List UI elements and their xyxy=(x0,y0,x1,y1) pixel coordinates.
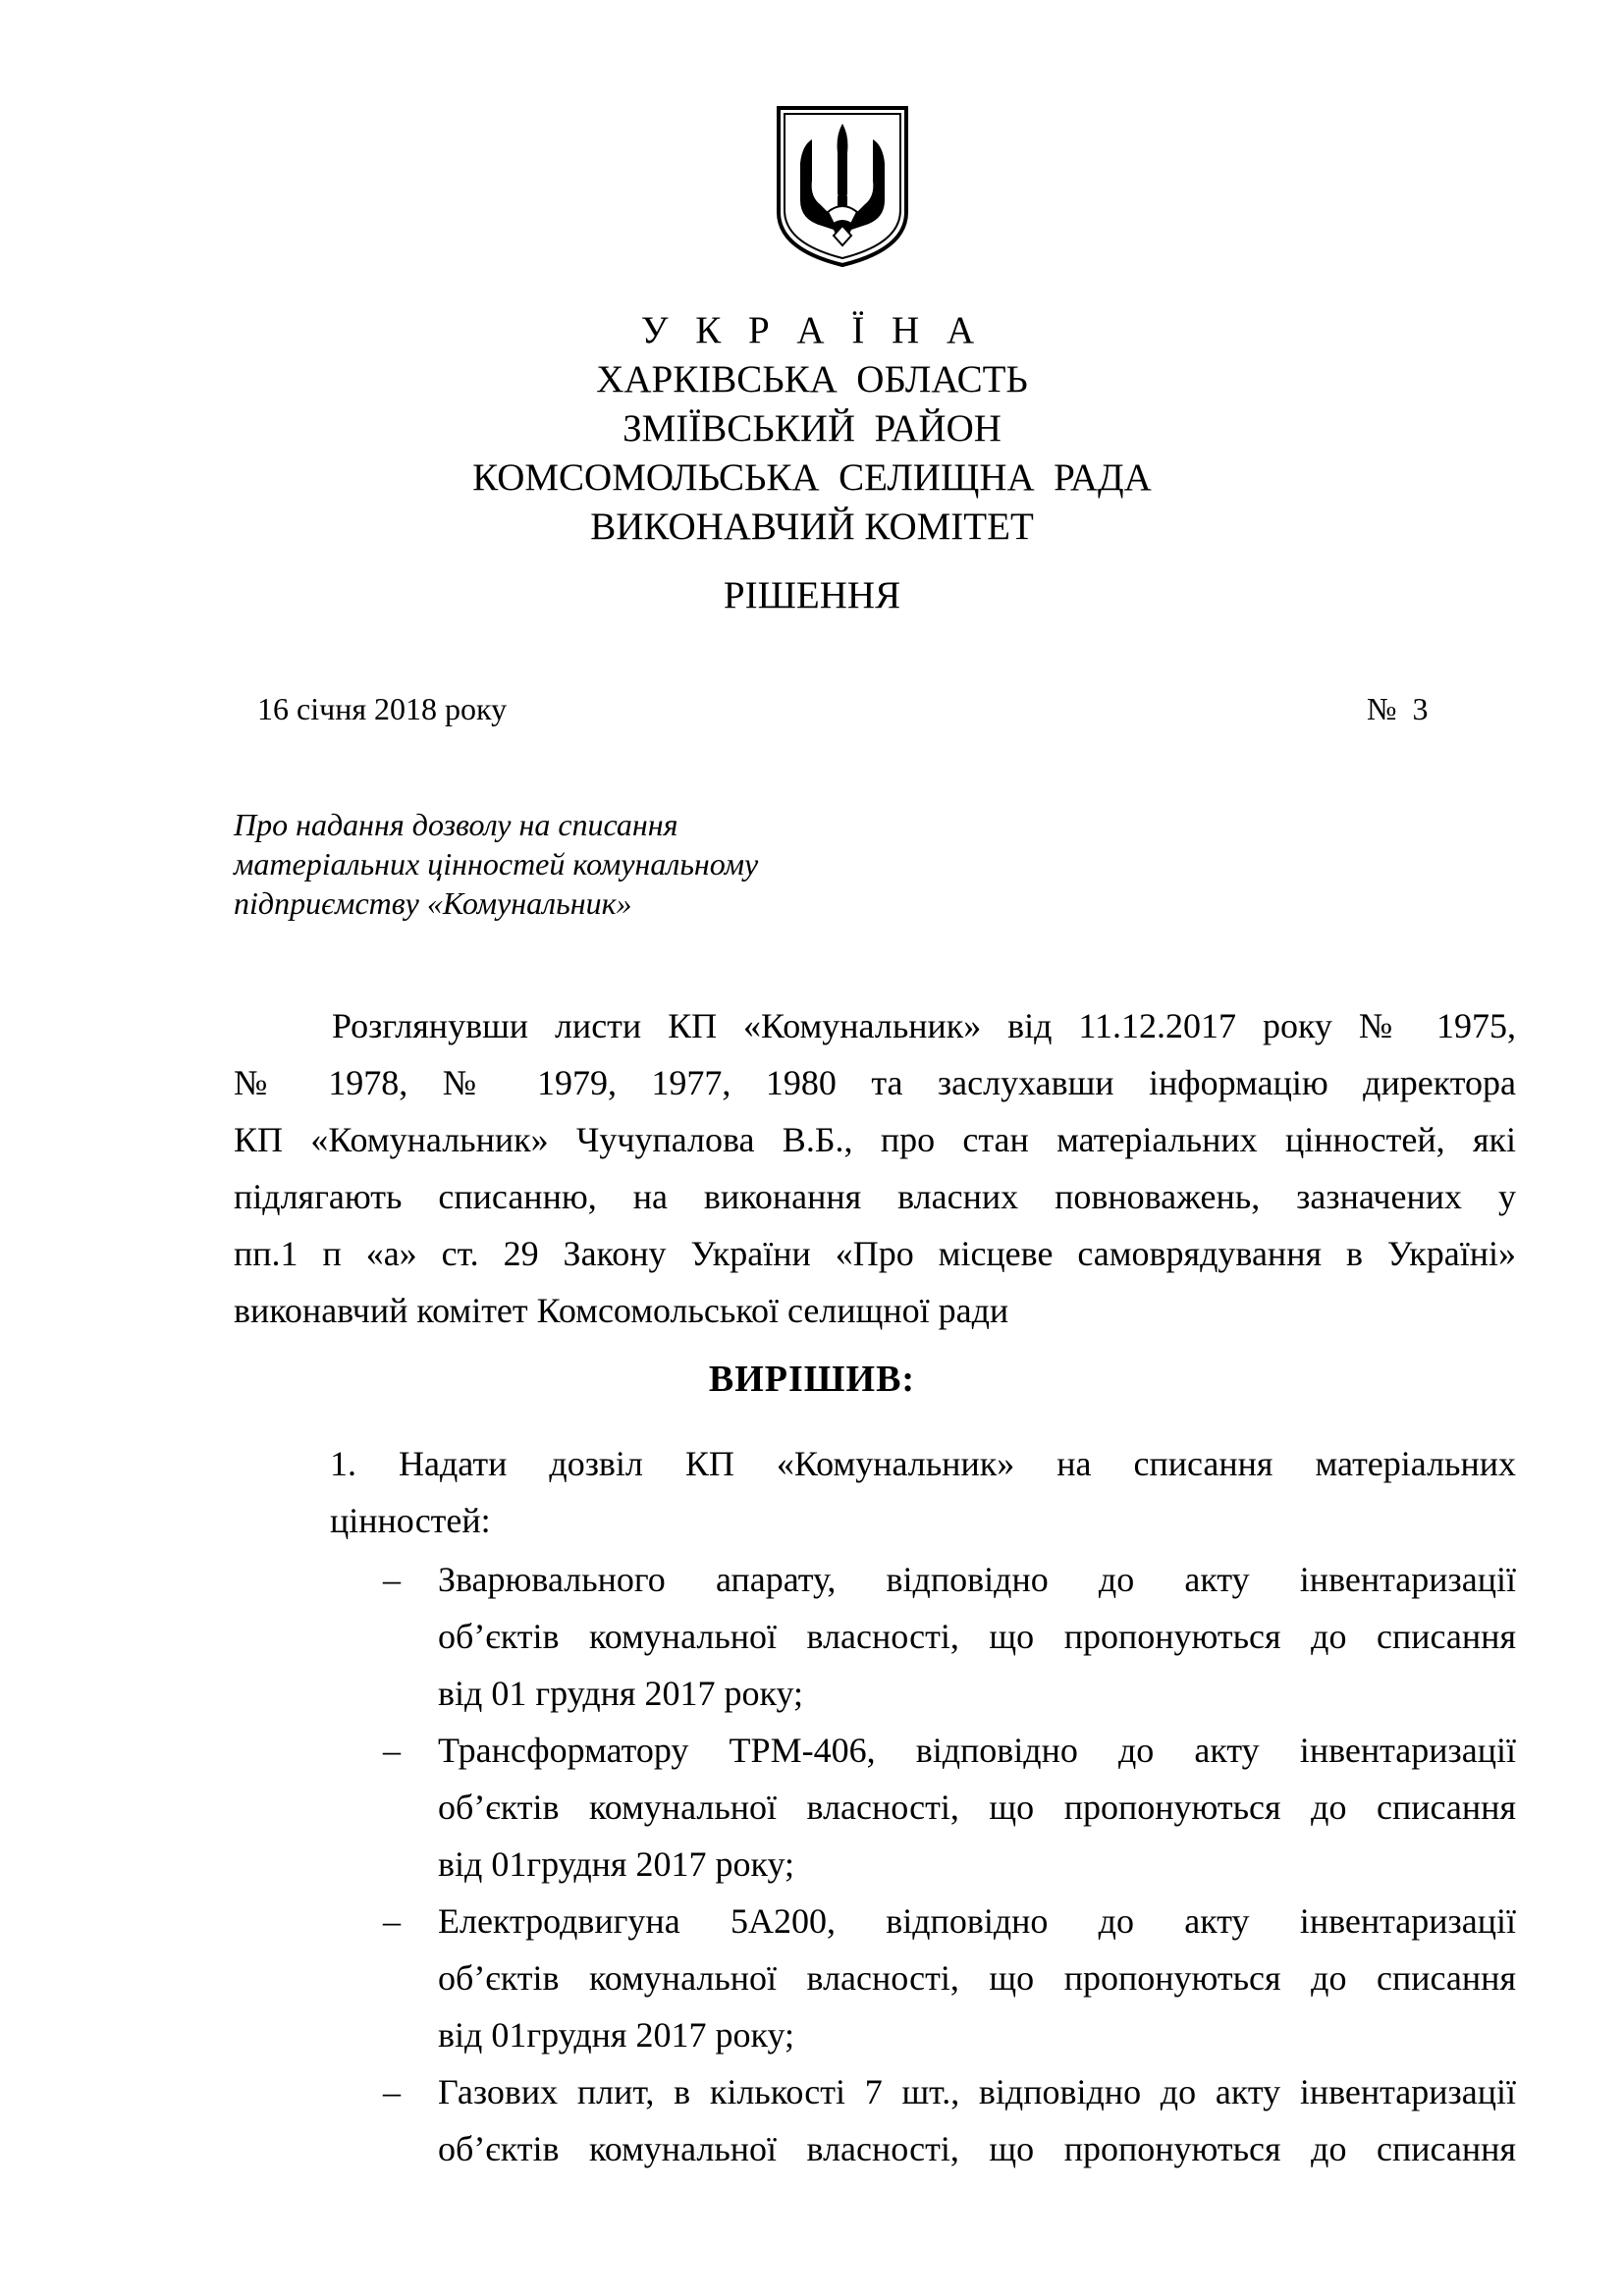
header-country: У К Р А Ї Н А xyxy=(640,309,984,351)
bullet-line: Зварювального апарату, відповідно до акту інвентаризації xyxy=(438,1560,1516,1599)
list-item xyxy=(383,1722,1516,1893)
preamble-line: виконавчий комітет Комсомольської селищної ради xyxy=(234,1291,1009,1330)
bullet-line: Трансформатору ТРМ-406, відповідно до акту інвентаризації xyxy=(438,1731,1516,1770)
dash-bullet: – xyxy=(383,1901,401,1941)
preamble-line: Розглянувши листи КП «Комунальник» від 11.12.2017 року № 1975, xyxy=(332,1006,1516,1045)
header-executive-committee: ВИКОНАВЧИЙ КОМІТЕТ xyxy=(590,506,1034,548)
document-number: № 3 xyxy=(1367,691,1429,726)
preamble-line: КП «Комунальник» Чучупалова В.Б., про стан матеріальних цінностей, які xyxy=(234,1120,1516,1159)
bullet-line: від 01грудня 2017 року; xyxy=(438,1844,794,1884)
header-region: ХАРКІВСЬКА ОБЛАСТЬ xyxy=(596,358,1028,400)
header-council: КОМСОМОЛЬСЬКА СЕЛИЩНА РАДА xyxy=(472,456,1152,499)
dash-bullet: – xyxy=(383,1731,401,1770)
preamble-line: пп.1 п «а» ст. 29 Закону України «Про місцеве самоврядування в Україні» xyxy=(234,1234,1516,1273)
preamble-line: підлягають списанню, на виконання власних повноважень, зазначених у xyxy=(234,1177,1516,1216)
document-type-title: РІШЕННЯ xyxy=(723,574,901,616)
list-item xyxy=(383,2063,1516,2177)
subject-line: матеріальних цінностей комунальному xyxy=(234,846,759,881)
bullet-line: об’єктів комунальної власності, що пропонуються до списання xyxy=(438,1958,1516,1998)
bullet-line: об’єктів комунальної власності, що пропонуються до списання xyxy=(438,1617,1516,1656)
preamble-line: № 1978, № 1979, 1977, 1980 та заслухавши інформацію директора xyxy=(234,1063,1516,1102)
document-subject xyxy=(234,805,921,923)
item-line: цінностей: xyxy=(330,1501,491,1540)
subject-line: Про надання дозволу на списання xyxy=(234,807,678,842)
bullet-line: Електродвигуна 5А200, відповідно до акту інвентаризації xyxy=(438,1901,1516,1941)
bullet-line: від 01 грудня 2017 року; xyxy=(438,1674,803,1713)
item-line: 1. Надати дозвіл КП «Комунальник» на списання матеріальних xyxy=(330,1444,1516,1483)
document-date: 16 січня 2018 року xyxy=(257,691,508,726)
dash-bullet: – xyxy=(383,1560,401,1599)
preamble-paragraph xyxy=(234,997,1516,1339)
bullet-line: Газових плит, в кількості 7 шт., відповідно до акту інвентаризації xyxy=(438,2072,1516,2111)
bullet-line: об’єктів комунальної власності, що пропонуються до списання xyxy=(438,2129,1516,2168)
trident-coat-of-arms-icon xyxy=(773,102,912,269)
resolved-heading: ВИРІШИВ: xyxy=(708,1359,916,1400)
list-item xyxy=(383,1551,1516,1722)
header-district: ЗМІЇВСЬКИЙ РАЙОН xyxy=(623,407,1001,450)
bullet-line: від 01грудня 2017 року; xyxy=(438,2015,794,2055)
bullet-list xyxy=(383,1551,1516,2177)
resolution-item-1 xyxy=(330,1435,1516,1549)
subject-line: підприємству «Комунальник» xyxy=(234,885,632,921)
list-item xyxy=(383,1893,1516,2063)
bullet-line: об’єктів комунальної власності, що пропонуються до списання xyxy=(438,1788,1516,1827)
dash-bullet: – xyxy=(383,2072,401,2111)
